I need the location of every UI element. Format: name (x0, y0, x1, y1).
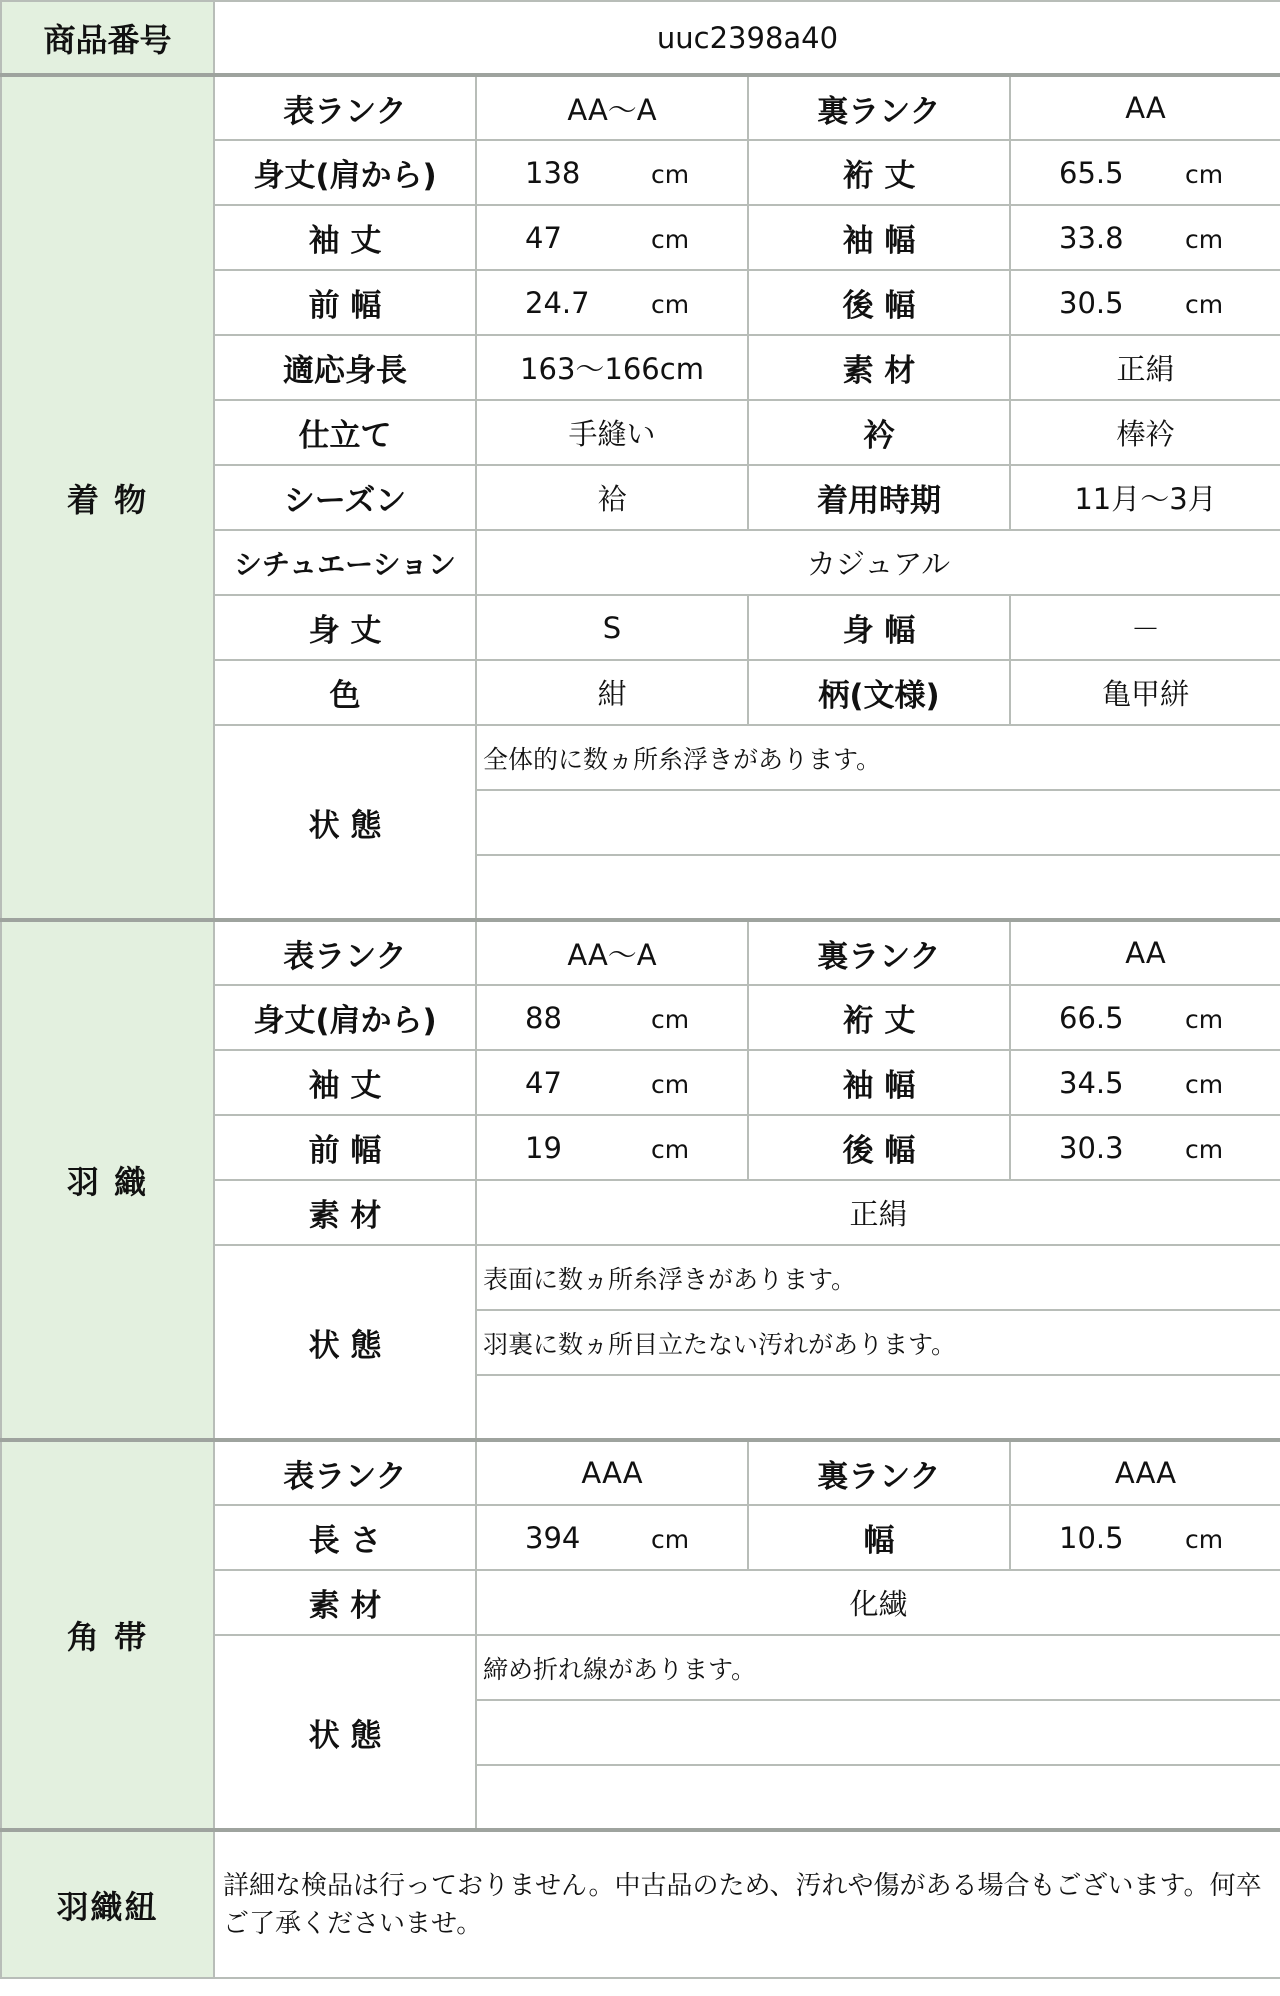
kimono-sleeve-width-label: 袖 幅 (748, 205, 1010, 270)
kimono-situation-label: シチュエーション (214, 530, 476, 595)
unit: cm (1185, 1134, 1224, 1164)
unit: cm (651, 1524, 690, 1554)
kimono-shoulder-length (476, 140, 748, 205)
kakuobi-condition-line: 締め折れ線があります。 (476, 1635, 1280, 1700)
value: 394 (525, 1520, 581, 1555)
kimono-condition-line (476, 790, 1280, 855)
haori-condition-line: 羽裏に数ヵ所目立たない汚れがあります。 (476, 1310, 1280, 1375)
kimono-tailoring: 手縫い (476, 400, 748, 465)
haori-front-rank: AA～A (476, 920, 748, 985)
value: 88 (525, 1000, 562, 1035)
kimono-tailoring-label: 仕立て (214, 400, 476, 465)
value: 30.3 (1059, 1130, 1124, 1165)
kimono-back-width (1010, 270, 1280, 335)
kimono-sleeve-length-label: 袖 丈 (214, 205, 476, 270)
value: 24.7 (525, 285, 590, 320)
haori-yuki (1010, 985, 1280, 1050)
haori-himo-section-label: 羽織紐 (1, 1830, 214, 1978)
kakuobi-width-label: 幅 (748, 1505, 1010, 1570)
haori-himo-note: 詳細な検品は行っておりません。中古品のため、汚れや傷がある場合もございます。何卒ご了承くださいませ。 (214, 1830, 1280, 1978)
kakuobi-length-label: 長 さ (214, 1505, 476, 1570)
unit: cm (651, 159, 690, 189)
kimono-pattern-label: 柄(文様) (748, 660, 1010, 725)
kakuobi-front-rank: AAA (476, 1440, 748, 1505)
unit: cm (651, 1069, 690, 1099)
kakuobi-width (1010, 1505, 1280, 1570)
kimono-collar: 棒衿 (1010, 400, 1280, 465)
product-number-value: uuc2398a40 (214, 1, 1280, 75)
kimono-color: 紺 (476, 660, 748, 725)
kakuobi-back-rank: AAA (1010, 1440, 1280, 1505)
haori-back-rank: AA (1010, 920, 1280, 985)
haori-back-rank-label: 裏ランク (748, 920, 1010, 985)
kimono-width: － (1010, 595, 1280, 660)
unit: cm (651, 224, 690, 254)
value: 19 (525, 1130, 562, 1165)
kimono-yuki (1010, 140, 1280, 205)
kimono-row-rank (1, 75, 1280, 140)
unit: cm (1185, 159, 1224, 189)
haori-sleeve-width-label: 袖 幅 (748, 1050, 1010, 1115)
value: 65.5 (1059, 155, 1124, 190)
haori-back-width (1010, 1115, 1280, 1180)
haori-section-label: 羽 織 (1, 920, 214, 1440)
haori-condition-line: 表面に数ヵ所糸浮きがあります。 (476, 1245, 1280, 1310)
kimono-material-label: 素 材 (748, 335, 1010, 400)
haori-front-rank-label: 表ランク (214, 920, 476, 985)
kimono-front-width (476, 270, 748, 335)
value: 47 (525, 1065, 562, 1100)
value: 138 (525, 155, 581, 190)
kimono-back-rank-label: 裏ランク (748, 75, 1010, 140)
value: 34.5 (1059, 1065, 1124, 1100)
unit: cm (1185, 1069, 1224, 1099)
haori-shoulder-length (476, 985, 748, 1050)
value: 30.5 (1059, 285, 1124, 320)
kakuobi-material: 化繊 (476, 1570, 1280, 1635)
haori-front-width (476, 1115, 748, 1180)
kimono-sleeve-width (1010, 205, 1280, 270)
unit: cm (1185, 224, 1224, 254)
haori-condition-line (476, 1375, 1280, 1440)
kimono-yuki-label: 裄 丈 (748, 140, 1010, 205)
unit: cm (651, 1004, 690, 1034)
unit: cm (651, 289, 690, 319)
kimono-condition-line: 全体的に数ヵ所糸浮きがあります。 (476, 725, 1280, 790)
kimono-size: S (476, 595, 748, 660)
haori-yuki-label: 裄 丈 (748, 985, 1010, 1050)
kakuobi-front-rank-label: 表ランク (214, 1440, 476, 1505)
kimono-front-rank-label: 表ランク (214, 75, 476, 140)
kimono-material: 正絹 (1010, 335, 1280, 400)
kakuobi-back-rank-label: 裏ランク (748, 1440, 1010, 1505)
kimono-season: 袷 (476, 465, 748, 530)
kakuobi-material-label: 素 材 (214, 1570, 476, 1635)
kimono-shoulder-length-label: 身丈(肩から) (214, 140, 476, 205)
kakuobi-section-label: 角 帯 (1, 1440, 214, 1830)
kakuobi-row-rank (1, 1440, 1280, 1505)
kimono-size-label: 身 丈 (214, 595, 476, 660)
kakuobi-length (476, 1505, 748, 1570)
kimono-condition-line (476, 855, 1280, 920)
value: 47 (525, 220, 562, 255)
kimono-color-label: 色 (214, 660, 476, 725)
unit: cm (1185, 289, 1224, 319)
value: 33.8 (1059, 220, 1124, 255)
haori-material-label: 素 材 (214, 1180, 476, 1245)
kakuobi-condition-line (476, 1765, 1280, 1830)
haori-back-width-label: 後 幅 (748, 1115, 1010, 1180)
kimono-width-label: 身 幅 (748, 595, 1010, 660)
kimono-situation: カジュアル (476, 530, 1280, 595)
product-number-row (1, 1, 1280, 75)
kimono-wear-period-label: 着用時期 (748, 465, 1010, 530)
haori-front-width-label: 前 幅 (214, 1115, 476, 1180)
value: 66.5 (1059, 1000, 1124, 1035)
haori-himo-row (1, 1830, 1280, 1978)
unit: cm (651, 1134, 690, 1164)
haori-material: 正絹 (476, 1180, 1280, 1245)
kimono-height-label: 適応身長 (214, 335, 476, 400)
haori-sleeve-length-label: 袖 丈 (214, 1050, 476, 1115)
kimono-back-width-label: 後 幅 (748, 270, 1010, 335)
kimono-collar-label: 衿 (748, 400, 1010, 465)
haori-row-rank (1, 920, 1280, 985)
kimono-back-rank: AA (1010, 75, 1280, 140)
kimono-season-label: シーズン (214, 465, 476, 530)
kimono-wear-period: 11月～3月 (1010, 465, 1280, 530)
haori-shoulder-length-label: 身丈(肩から) (214, 985, 476, 1050)
kimono-section-label: 着 物 (1, 75, 214, 920)
kimono-height: 163～166cm (476, 335, 748, 400)
kakuobi-condition-line (476, 1700, 1280, 1765)
haori-sleeve-width (1010, 1050, 1280, 1115)
unit: cm (1185, 1004, 1224, 1034)
kakuobi-condition-label: 状 態 (214, 1635, 476, 1830)
haori-sleeve-length (476, 1050, 748, 1115)
haori-condition-label: 状 態 (214, 1245, 476, 1440)
value: 10.5 (1059, 1520, 1124, 1555)
unit: cm (1185, 1524, 1224, 1554)
kimono-sleeve-length (476, 205, 748, 270)
kimono-front-width-label: 前 幅 (214, 270, 476, 335)
product-number-label: 商品番号 (1, 1, 214, 75)
kimono-pattern: 亀甲絣 (1010, 660, 1280, 725)
kimono-front-rank: AA～A (476, 75, 748, 140)
kimono-condition-label: 状 態 (214, 725, 476, 920)
